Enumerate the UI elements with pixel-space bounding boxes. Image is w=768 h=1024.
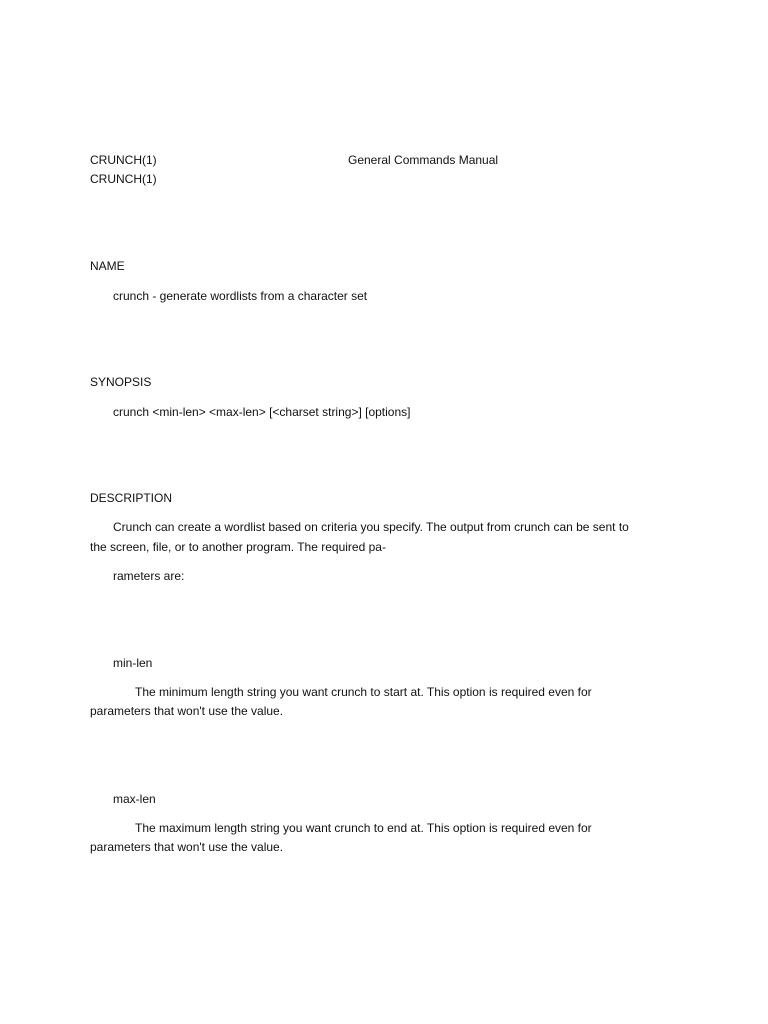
section-title-synopsis: SYNOPSIS	[90, 375, 152, 389]
param-desc-max-len-line-1: The maximum length string you want crunch to end at. This option is required even for	[135, 821, 592, 835]
name-text: crunch - generate wordlists from a character set	[113, 289, 368, 303]
param-term-min-len: min-len	[113, 656, 153, 670]
header-page-id-repeat: CRUNCH(1)	[90, 172, 157, 186]
section-title-name: NAME	[90, 259, 125, 273]
header-page-id: CRUNCH(1)	[90, 153, 157, 167]
param-desc-max-len-line-2: parameters that won't use the value.	[90, 840, 284, 854]
param-desc-min-len-line-2: parameters that won't use the value.	[90, 704, 284, 718]
description-line-2: the screen, file, or to another program. The required pa-	[90, 540, 386, 554]
synopsis-text: crunch <min-len> <max-len> [<charset string>] [options]	[113, 405, 411, 419]
description-line-1: Crunch can create a wordlist based on criteria you specify. The output from crunch can be sent to	[113, 520, 629, 534]
param-desc-min-len-line-1: The minimum length string you want crunch to start at. This option is required even for	[135, 685, 592, 699]
section-title-description: DESCRIPTION	[90, 491, 173, 505]
header-manual-title: General Commands Manual	[348, 153, 499, 167]
description-line-3: rameters are:	[113, 569, 185, 583]
param-term-max-len: max-len	[113, 792, 156, 806]
